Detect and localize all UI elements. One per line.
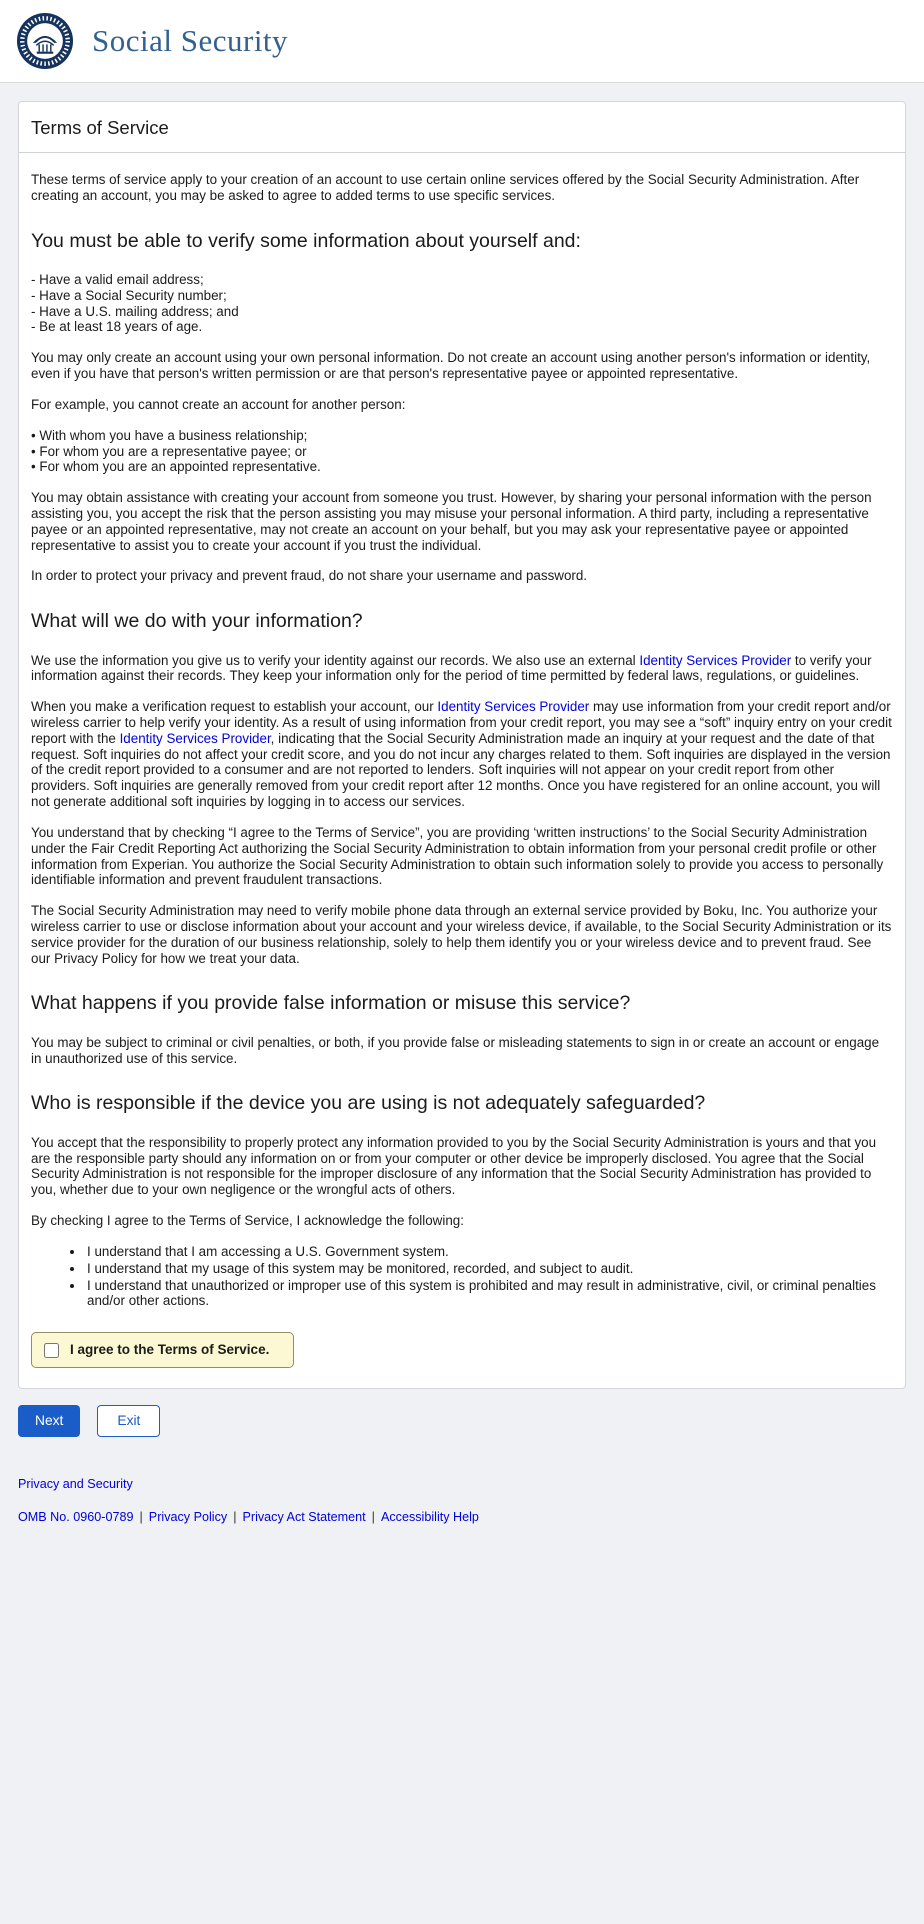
false-information-paragraph: You may be subject to criminal or civil penalties, or both, if you provide false or misleading statements to sign in or create an account or engage in unauthorized use of this service.: [31, 1034, 880, 1066]
device-safeguard-paragraph: You accept that the responsibility to properly protect any information provided to you by the Social Security Administration is yours and that you are the responsible party should any information on or from your computer or other device be improperly disclosed. You agree that the Social Security Administration is not responsible for the improper disclosure of any information that the Social Security Administration has provided to you, whether due to your own negligence or the wrongful acts of others.: [31, 1134, 877, 1198]
example-intro-paragraph: For example, you cannot create an account for another person:: [31, 396, 406, 412]
heading-device-safeguard: Who is responsible if the device you are using is not adequately safeguarded?: [31, 1092, 706, 1115]
list-item: • I understand that I am accessing a U.S. Government system.: [85, 1244, 893, 1260]
privacy-and-security-link[interactable]: Privacy and Security: [18, 1476, 133, 1491]
privacy-act-statement-link[interactable]: Privacy Act Statement: [242, 1509, 366, 1524]
terms-body: [19, 153, 905, 1388]
brand-title: Social Security: [92, 23, 289, 58]
information-use-paragraph: [31, 653, 893, 685]
paragraph-text: to verify your information against their records. They keep your information only for the period of time permitted by federal laws, regulations, or guidelines.: [31, 652, 872, 684]
share-warning-paragraph: In order to protect your privacy and prevent fraud, do not share your username and password.: [31, 568, 588, 584]
agree-label[interactable]: I agree to the Terms of Service.: [70, 1342, 270, 1358]
heading-false-information: What happens if you provide false information or misuse this service?: [31, 992, 631, 1015]
main-content: [18, 101, 906, 1524]
acknowledge-list: [31, 1244, 893, 1309]
identity-services-provider-link[interactable]: Identity Services Provider: [119, 730, 271, 746]
separator: |: [371, 1509, 375, 1524]
page-footer: [18, 1477, 906, 1524]
list-item: • For whom you are a representative payee; or: [31, 443, 307, 459]
terms-of-service-card: [18, 101, 906, 1389]
separator: |: [139, 1509, 143, 1524]
paragraph-text: We use the information you give us to verify your identity against our records. We also use an external: [31, 652, 640, 668]
paragraph-text: When you make a verification request to establish your account, our: [31, 699, 438, 715]
heading-verify: You must be able to verify some information about yourself and:: [31, 229, 581, 252]
ssa-seal-logo: [16, 12, 74, 70]
list-item: • For whom you are an appointed representative.: [31, 459, 321, 475]
accessibility-help-link[interactable]: Accessibility Help: [380, 1509, 479, 1524]
list-item: - Have a Social Security number;: [31, 287, 227, 303]
identity-services-provider-link[interactable]: Identity Services Provider: [437, 699, 590, 715]
list-item: • I understand that my usage of this system may be monitored, recorded, and subject to audit.: [85, 1261, 893, 1277]
verification-request-paragraph: [31, 699, 893, 810]
paragraph-text: may use information from your credit report and/or wireless carrier to help verify your identity. As a result of using information from your credit report, you may see a “soft” inquiry entry on your credit report with the: [31, 699, 892, 746]
list-item: - Have a valid email address;: [31, 272, 204, 288]
assistance-paragraph: You may obtain assistance with creating your account from someone you trust. However, by sharing your personal information with the person assisting you, you accept the risk that the person assisting you may misuse your personal information. A third party, including a representative payee or an appointed representative, may not create an account on your behalf, but you may ask your representative payee or appointed representative to assist you to create your account if you trust the individual.: [31, 490, 872, 553]
identity-services-provider-link[interactable]: Identity Services Provider: [639, 652, 792, 668]
exit-button[interactable]: Exit: [97, 1405, 160, 1437]
action-buttons: [18, 1405, 906, 1437]
intro-paragraph: These terms of service apply to your creation of an account to use certain online services offered by the Social Security Administration. After creating an account, you may be asked to agree to added terms to use specific services.: [31, 172, 860, 203]
list-item: - Be at least 18 years of age.: [31, 319, 203, 335]
app-header: [0, 0, 924, 83]
separator: |: [233, 1509, 237, 1524]
agree-box[interactable]: [31, 1332, 294, 1368]
verify-requirements-list: [31, 272, 893, 335]
heading-information: What will we do with your information?: [31, 610, 363, 633]
page-title: Terms of Service: [19, 102, 905, 153]
boku-paragraph: The Social Security Administration may need to verify mobile phone data through an external service provided by Boku, Inc. You authorize your wireless carrier to use or disclose information about your account and your wireless device, if available, to the Social Security Administration or its service provider for the duration of our business relationship, solely to help them identify you or your wireless device and to prevent fraud. See our Privacy Policy for how we treat your data.: [31, 903, 892, 966]
list-item: • I understand that unauthorized or improper use of this system is prohibited and may result in administrative, civil, or criminal penalties and/or other actions.: [85, 1278, 893, 1310]
list-item: • With whom you have a business relationship;: [31, 427, 308, 443]
example-list: [31, 428, 893, 475]
privacy-policy-link[interactable]: Privacy Policy: [148, 1509, 228, 1524]
fcra-paragraph: You understand that by checking “I agree to the Terms of Service”, you are providing ‘written instructions’ to the Social Security Administration under the Fair Credit Reporting Act authorizing the Social Security Administration to obtain information from your personal credit profile or other information from Experian. You authorize the Social Security Administration to obtain such information solely to provide you access to personally identifiable information and prevent fraudulent transactions.: [31, 824, 884, 888]
agree-checkbox[interactable]: [44, 1343, 59, 1358]
next-button[interactable]: Next: [18, 1405, 80, 1437]
acknowledge-intro-paragraph: By checking I agree to the Terms of Service, I acknowledge the following:: [31, 1213, 464, 1229]
own-info-paragraph: You may only create an account using your own personal information. Do not create an account using another person's information or identity, even if you have that person's written permission or are that person's representative payee or appointed representative.: [31, 350, 871, 382]
list-item: - Have a U.S. mailing address; and: [31, 303, 239, 319]
omb-number-link[interactable]: OMB No. 0960-0789: [18, 1509, 134, 1524]
paragraph-text: , indicating that the Social Security Administration made an inquiry at your request and the date of that request. Soft inquiries do not affect your credit score, and you do not incur any charges related to them. Soft inquiries are displayed in the version of the credit report provided to a consumer and are not reported to lenders. Soft inquiries will not appear on your credit report from other providers. Soft inquiries are generally removed from your credit report after 12 months. Once you have registered for an online account, you will not generate additional soft inquiries by logging in to access our services.: [31, 730, 891, 810]
